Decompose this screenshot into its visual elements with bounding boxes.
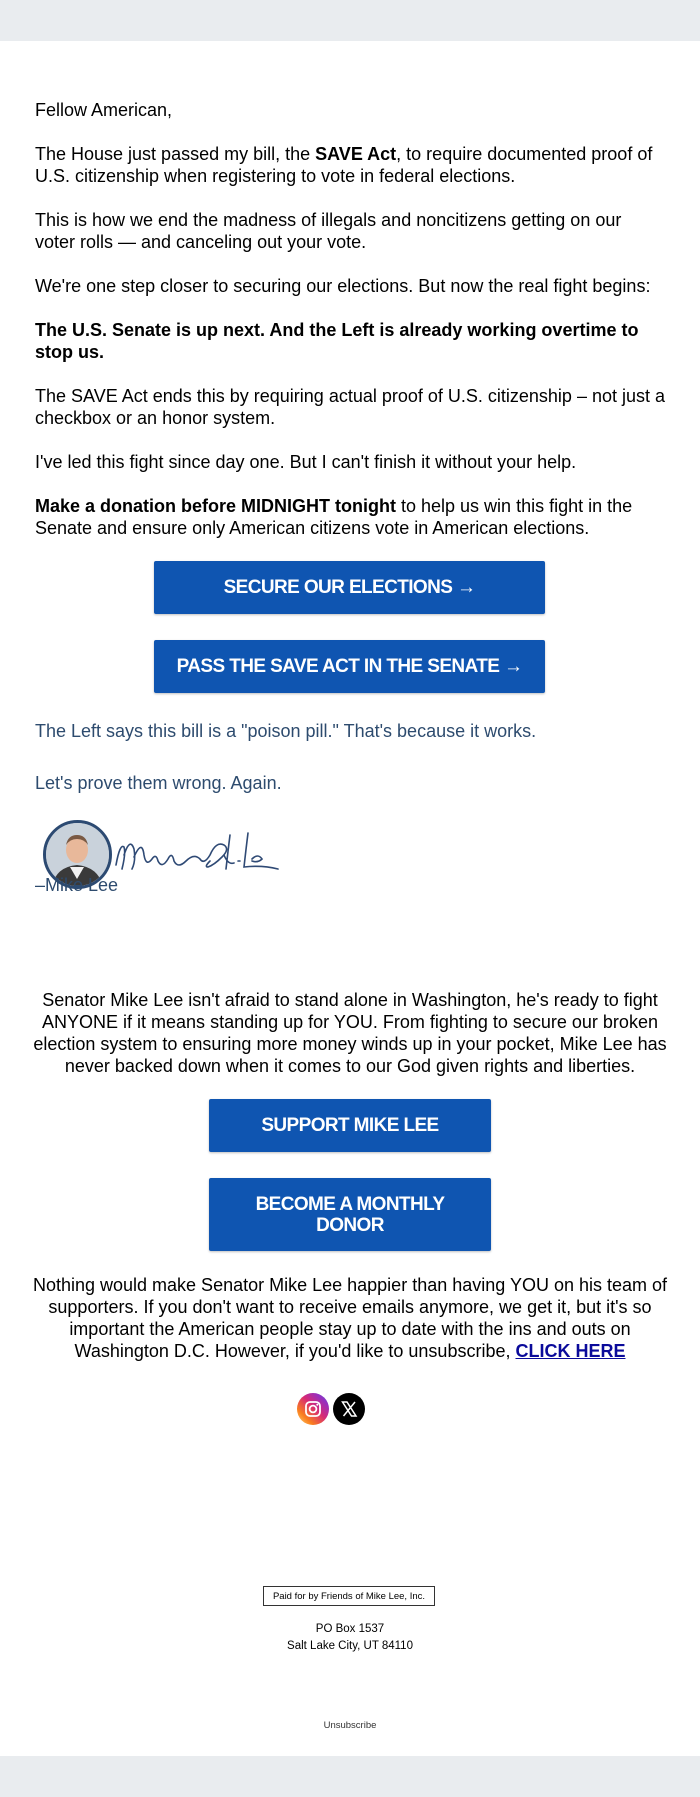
signature (112, 825, 280, 877)
salutation: Fellow American, (35, 100, 173, 120)
pass-save-act-button[interactable]: PASS THE SAVE ACT IN THE SENATE → (154, 640, 545, 693)
email-body (0, 41, 700, 1756)
unsubscribe-text: Nothing would make Senator Mike Lee happier than having YOU on his team of supporters. If you don't want to receive emails anymore, we get it, but it's so important the American people stay up to date with the ins and outs on Washington D.C. However, if you'd like to unsubscribe, CLICK HERE (32, 1275, 668, 1361)
save-act-bold: SAVE Act (315, 144, 397, 164)
paid-for-box: Paid for by Friends of Mike Lee, Inc. (263, 1586, 435, 1606)
paragraph-6: I've led this fight since day one. But I can't finish it without your help. (35, 452, 577, 472)
support-mike-lee-button[interactable]: SUPPORT MIKE LEE (209, 1099, 491, 1152)
x-icon[interactable] (333, 1393, 365, 1425)
instagram-icon[interactable] (297, 1393, 329, 1425)
paragraph-3: We're one step closer to securing our elections. But now the real fight begins: (35, 276, 651, 296)
instagram-glyph-icon (297, 1393, 329, 1425)
footer-unsubscribe-link[interactable]: Unsubscribe (323, 1720, 377, 1731)
click-here-link[interactable]: CLICK HERE (515, 1341, 626, 1361)
closing-line-2: Let's prove them wrong. Again. (35, 773, 282, 793)
monthly-donor-button[interactable]: BECOME A MONTHLY DONOR (209, 1178, 491, 1251)
address-line-1: PO Box 1537 (315, 1623, 385, 1635)
closing-line-1: The Left says this bill is a "poison pill." That's because it works. (35, 721, 537, 741)
paragraph-5: The SAVE Act ends this by requiring actual proof of U.S. citizenship – not just a checkbox or an honor system. (35, 386, 665, 428)
promo-text: Senator Mike Lee isn't afraid to stand alone in Washington, he's ready to fight ANYONE if it means standing up for YOU. From fighting to secure our broken election system to ensuring more money winds up in your pocket, Mike Lee has never backed down when it comes to our God given rights and liberties. (33, 990, 667, 1076)
paragraph-2: This is how we end the madness of illegals and noncitizens getting on our voter rolls — and canceling out your vote. (35, 210, 622, 252)
paragraph-1: The House just passed my bill, the SAVE Act, to require documented proof of U.S. citizenship when registering to vote in federal elections. (35, 144, 653, 186)
address (200, 1621, 500, 1655)
x-glyph-icon (333, 1393, 365, 1425)
signature-icon (112, 825, 280, 877)
paragraph-4-bold: The U.S. Senate is up next. And the Left is already working overtime to stop us. (35, 320, 639, 362)
paragraph-7: Make a donation before MIDNIGHT tonight to help us win this fight in the Senate and ensure only American citizens vote in American elections. (35, 496, 633, 538)
address-line-2: Salt Lake City, UT 84110 (287, 1640, 413, 1652)
secure-our-elections-button[interactable]: SECURE OUR ELECTIONS → (154, 561, 545, 614)
signoff: –Mike Lee (35, 875, 119, 895)
